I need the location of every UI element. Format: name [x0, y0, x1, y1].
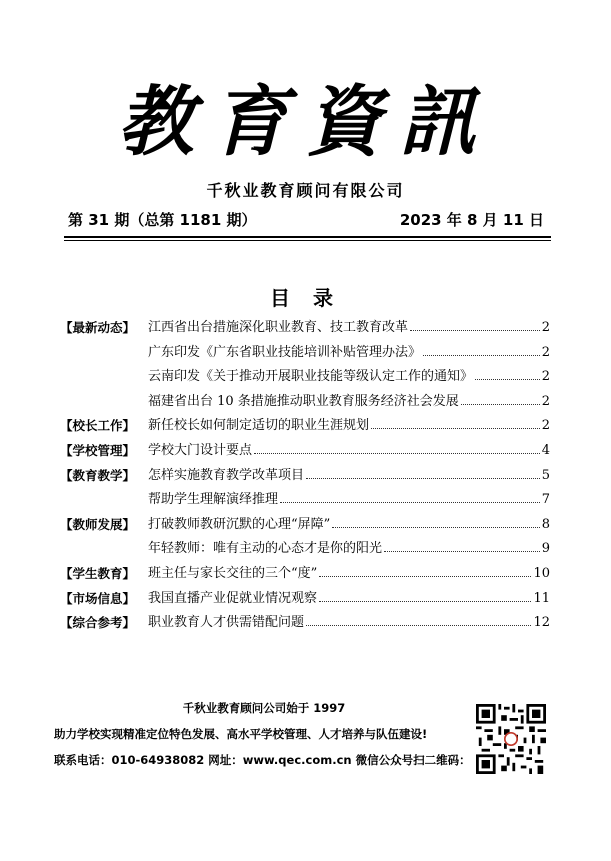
company-name: 千秋业教育顾问有限公司 [206, 181, 405, 200]
toc-entry-title: 怎样实施教育教学改革项目 [148, 467, 305, 483]
toc-page-number: 2 [541, 344, 550, 360]
wechat-qr-code-icon[interactable] [476, 704, 546, 774]
toc-page-number: 5 [541, 467, 550, 483]
toc-entry-title: 我国直播产业促就业情况观察 [148, 590, 318, 606]
toc-page-number: 10 [533, 565, 550, 581]
issue-date: 2023 年 8 月 11 日 [399, 211, 544, 229]
toc-row[interactable] [60, 439, 550, 464]
toc-page-number: 9 [541, 541, 550, 557]
header-rule-thick [64, 236, 551, 238]
header-rule-thin [64, 240, 551, 241]
toc-leader-dots [410, 316, 540, 331]
toc-entry-title: 新任校长如何制定适切的职业生涯规划 [148, 418, 370, 434]
toc-entry-title: 福建省出台 10 条措施推动职业教育服务经济社会发展 [148, 393, 459, 409]
toc-page-number: 2 [541, 418, 550, 434]
footer-slogan: 助力学校实现精准定位特色发展、高水平学校管理、人才培养与队伍建设! [54, 727, 428, 741]
toc-entry-title: 云南印发《关于推动开展职业技能等级认定工作的通知》 [148, 369, 474, 385]
toc-category: 【市场信息】 [60, 590, 136, 606]
toc-row[interactable] [60, 365, 550, 390]
masthead-title: 教育資訊 [117, 77, 494, 166]
toc-page-number: 2 [541, 320, 550, 335]
toc-category: 【综合参考】 [60, 615, 136, 631]
toc-leader-dots [319, 562, 531, 577]
toc-row[interactable] [60, 414, 550, 439]
toc-row[interactable] [60, 513, 550, 538]
toc-title: 目 录 [270, 286, 341, 310]
toc-leader-dots [254, 439, 540, 454]
toc-row[interactable] [60, 341, 550, 366]
toc-category: 【校长工作】 [60, 418, 136, 434]
toc-leader-dots [423, 341, 540, 356]
toc-category: 【学生教育】 [60, 565, 136, 581]
issue-number: 第 31 期（总第 1181 期） [68, 211, 257, 229]
toc-leader-dots [332, 513, 539, 528]
toc-entry-title: 江西省出台措施深化职业教育、技工教育改革 [148, 320, 409, 335]
toc-entry-title: 帮助学生理解演绎推理 [148, 492, 279, 508]
toc-row[interactable] [60, 488, 550, 513]
toc-leader-dots [306, 611, 531, 626]
toc-leader-dots [475, 365, 540, 380]
toc-row[interactable] [60, 316, 550, 341]
toc-page-number: 7 [541, 492, 550, 508]
toc-entry-title: 年轻教师：唯有主动的心态才是你的阳光 [148, 541, 383, 557]
footer-contact: 联系电话：010-64938082 网址：www.qec.com.cn 微信公众号扫二维码： [54, 753, 471, 767]
toc-leader-dots [319, 587, 531, 602]
toc-category: 【最新动态】 [60, 320, 136, 335]
table-of-contents [60, 316, 550, 636]
toc-category: 【学校管理】 [60, 442, 136, 458]
toc-entry-title: 广东印发《广东省职业技能培训补贴管理办法》 [148, 344, 422, 360]
toc-page-number: 11 [533, 590, 550, 606]
toc-row[interactable] [60, 587, 550, 612]
toc-row[interactable] [60, 611, 550, 636]
toc-leader-dots [306, 464, 540, 479]
toc-leader-dots [384, 537, 540, 552]
toc-leader-dots [280, 488, 540, 503]
toc-page-number: 8 [541, 516, 550, 532]
toc-row[interactable] [60, 537, 550, 562]
toc-page-number: 12 [533, 615, 550, 631]
toc-page-number: 2 [541, 393, 550, 409]
toc-entry-title: 打破教师教研沉默的心理“屏障” [148, 516, 331, 532]
toc-row[interactable] [60, 562, 550, 587]
toc-row[interactable] [60, 464, 550, 489]
toc-entry-title: 学校大门设计要点 [148, 442, 253, 458]
toc-page-number: 4 [541, 442, 550, 458]
toc-category: 【教育教学】 [60, 467, 136, 483]
footer [54, 700, 474, 768]
toc-page-number: 2 [541, 369, 550, 385]
issue-row [68, 209, 544, 231]
toc-category: 【教师发展】 [60, 516, 136, 532]
toc-leader-dots [371, 414, 540, 429]
footer-founded: 千秋业教育顾问公司始于 1997 [182, 701, 346, 715]
toc-entry-title: 班主任与家长交往的三个“度” [148, 565, 318, 581]
toc-leader-dots [461, 390, 540, 405]
toc-entry-title: 职业教育人才供需错配问题 [148, 615, 305, 631]
toc-row[interactable] [60, 390, 550, 415]
